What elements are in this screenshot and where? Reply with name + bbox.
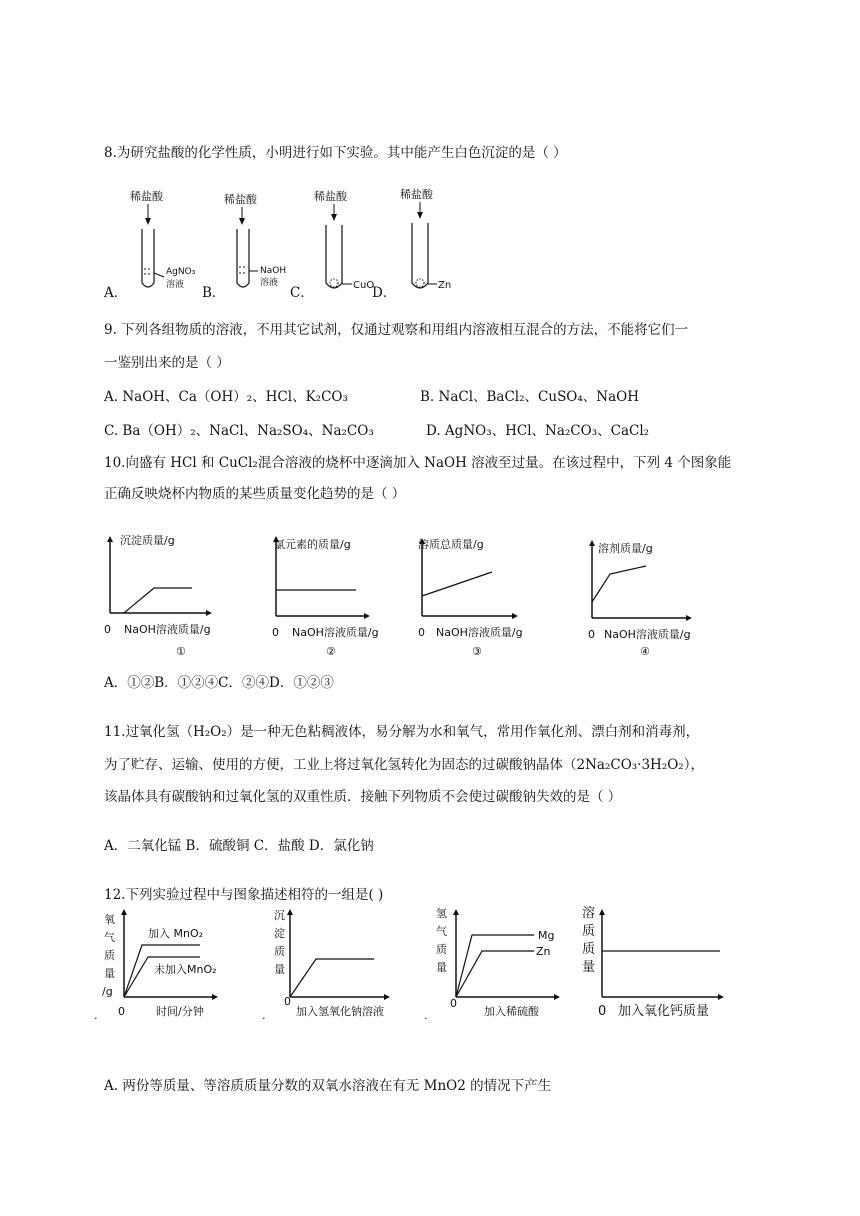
q12-graph-3-ylabel-0: 氢	[436, 907, 447, 920]
tube-b	[224, 192, 286, 288]
tube-c-label1: CuO	[353, 280, 375, 291]
q9-stem-2: 一鉴别出来的是（ ）	[104, 355, 230, 371]
q10-graph-1-num: ①	[176, 645, 186, 658]
q12-graph-2-origin: 0	[284, 995, 291, 1008]
q12-graph-4-ylabel-1: 质	[582, 924, 596, 939]
q12-graph-1-ylabel-1: 气	[104, 931, 115, 944]
tube-a	[130, 189, 196, 290]
q12-graph-1-line2: 未加入MnO₂	[154, 963, 217, 976]
q12-graph-2-xlabel: 加入氢氧化钠溶液	[296, 1005, 384, 1018]
tube-c-reagent: 稀盐酸	[314, 190, 347, 203]
q9-option-d: D. AgNO₃、HCl、Na₂CO₃、CaCl₂	[426, 423, 650, 439]
q12-graph-4-ylabel-2: 质	[582, 942, 596, 957]
q10-graph-3	[418, 537, 523, 658]
q10-stem-2: 正确反映烧杯内物质的某些质量变化趋势的是（ ）	[104, 486, 406, 502]
q12-graph-1-dot: .	[94, 1009, 98, 1022]
q12-graph-3-line1: Mg	[538, 929, 555, 942]
q12-graph-1-line1: 加入 MnO₂	[148, 927, 204, 940]
q9-stem-1: 9. 下列各组物质的溶液，不用其它试剂，仅通过观察和用组内溶液相互混合的方法，不能将它们一	[104, 322, 689, 338]
q12-graph-2-ylabel-0: 沉	[274, 909, 285, 922]
q12-graph-3-ylabel-2: 质	[436, 943, 447, 956]
q9-option-a: A. NaOH、Ca（OH）₂、HCl、K₂CO₃	[104, 389, 348, 405]
q9-option-c: C. Ba（OH）₂、NaCl、Na₂SO₄、Na₂CO₃	[104, 423, 374, 439]
q10-graph-2-ylabel: 氯元素的质量/g	[274, 538, 351, 551]
q12-graph-3-ylabel-1: 气	[436, 925, 447, 938]
q12-stem: 12.下列实验过程中与图象描述相符的一组是( )	[104, 887, 384, 903]
q12-graph-4-ylabel-3: 量	[582, 960, 596, 975]
q12-graph-1-ylabel-2: 质	[104, 949, 115, 962]
tube-b-label2: 溶液	[260, 278, 279, 288]
q12-graph-3-xlabel: 加入稀硫酸	[484, 1005, 539, 1018]
q10-graph-4-ylabel: 溶剂质量/g	[598, 542, 653, 555]
q12-graph-4	[582, 905, 724, 1019]
q9-option-b: B. NaCl、BaCl₂、CuSO₄、NaOH	[420, 389, 639, 405]
q12-graph-2	[262, 909, 390, 1022]
q10-stem-1: 10.向盛有 HCl 和 CuCl₂混合溶液的烧杯中逐滴加入 NaOH 溶液至过量。在该过程中，下列 4 个图象能	[104, 455, 732, 471]
q10-graph-1-ylabel: 沉淀质量/g	[120, 534, 175, 547]
q8-option-a: A．	[104, 285, 128, 301]
q12-graph-3-ylabel-3: 量	[436, 961, 447, 974]
q12-graph-4-ylabel-0: 溶	[582, 906, 596, 921]
q12-graph-4-origin: 0	[598, 1004, 607, 1019]
tube-b-reagent: 稀盐酸	[224, 193, 257, 206]
tube-d-reagent: 稀盐酸	[400, 188, 433, 201]
q12-graph-3	[424, 906, 560, 1022]
q12-graph-2-ylabel-1: 淀	[274, 927, 285, 940]
q12-graph-2-ylabel-3: 量	[274, 963, 285, 976]
q10-graph-2-num: ②	[326, 645, 336, 658]
q10-graph-3-ylabel: 溶质总质量/g	[418, 538, 484, 551]
q12-graph-4-xlabel: 加入氧化钙质量	[618, 1004, 710, 1019]
q10-graph-3-num: ③	[472, 645, 482, 658]
q10-graph-1	[104, 533, 212, 658]
q12-graph-1-origin: 0	[118, 1005, 125, 1018]
q10-graph-2-xlabel: NaOH溶液质量/g	[292, 626, 379, 639]
q12-graph-3-origin: 0	[450, 997, 457, 1010]
tube-a-label2: 溶液	[166, 280, 185, 290]
q10-graph-3-origin: 0	[418, 626, 425, 639]
q10-graph-3-xlabel: NaOH溶液质量/g	[436, 626, 523, 639]
q10-graph-1-xlabel: NaOH溶液质量/g	[124, 623, 211, 636]
q12-graphs	[90, 905, 740, 1030]
q12-graph-3-line2: Zn	[536, 945, 551, 958]
q10-graph-4-origin: 0	[588, 628, 595, 641]
q10-graph-4-num: ④	[640, 645, 650, 658]
q10-graph-1-origin: 0	[104, 623, 111, 636]
q11-stem-1: 11.过氧化氢（H₂O₂）是一种无色粘稠液体，易分解为水和氧气，常用作氧化剂、漂白剂和消毒剂，	[104, 724, 700, 740]
q12-graph-2-ylabel-2: 质	[274, 945, 285, 958]
q12-graph-1-ylabel-3: 量	[104, 967, 115, 980]
q10-graph-4-xlabel: NaOH溶液质量/g	[604, 628, 691, 641]
q10-graph-2-origin: 0	[272, 626, 279, 639]
q12-graph-3-dot: .	[424, 1009, 428, 1022]
q12-graph-2-dot: .	[262, 1009, 266, 1022]
tube-a-reagent: 稀盐酸	[130, 190, 163, 203]
q12-graph-1-ylabel-4: /g	[102, 985, 113, 998]
q10-options: A．①②B．①②④C．②④D．①②③	[104, 675, 334, 691]
q12-graph-1	[94, 909, 218, 1022]
tube-a-label1: AgNO₃	[166, 267, 196, 277]
q8-option-b: B．	[202, 285, 226, 301]
q11-stem-2: 为了贮存、运输、使用的方便，工业上将过氧化氢转化为固态的过碳酸钠晶体（2Na₂CO₃·3H₂O₂），	[104, 757, 704, 773]
tube-d	[400, 187, 451, 291]
q8-option-d: D．	[372, 285, 397, 301]
tube-c	[314, 189, 374, 291]
q10-graph-4	[588, 540, 692, 658]
tube-b-label1: NaOH	[260, 266, 287, 276]
q8-tube-diagrams	[120, 185, 470, 300]
q11-options: A．二氧化锰 B．硫酸铜 C．盐酸 D．氯化钠	[104, 838, 374, 854]
q8-option-c: C．	[290, 285, 314, 301]
tube-d-label1: Zn	[438, 280, 452, 291]
q12-option-a: A. 两份等质量、等溶质质量分数的双氧水溶液在有无 MnO2 的情况下产生	[104, 1078, 552, 1094]
q8-stem: 8.为研究盐酸的化学性质，小明进行如下实验。其中能产生白色沉淀的是（ ）	[104, 145, 567, 161]
q12-graph-1-ylabel-0: 氧	[104, 913, 115, 926]
q11-stem-3: 该晶体具有碳酸钠和过氧化氢的双重性质．接触下列物质不会使过碳酸钠失效的是（ ）	[104, 789, 622, 805]
q10-graphs	[100, 528, 720, 663]
q12-graph-1-xlabel: 时间/分钟	[156, 1005, 204, 1018]
q10-graph-2	[272, 536, 379, 658]
